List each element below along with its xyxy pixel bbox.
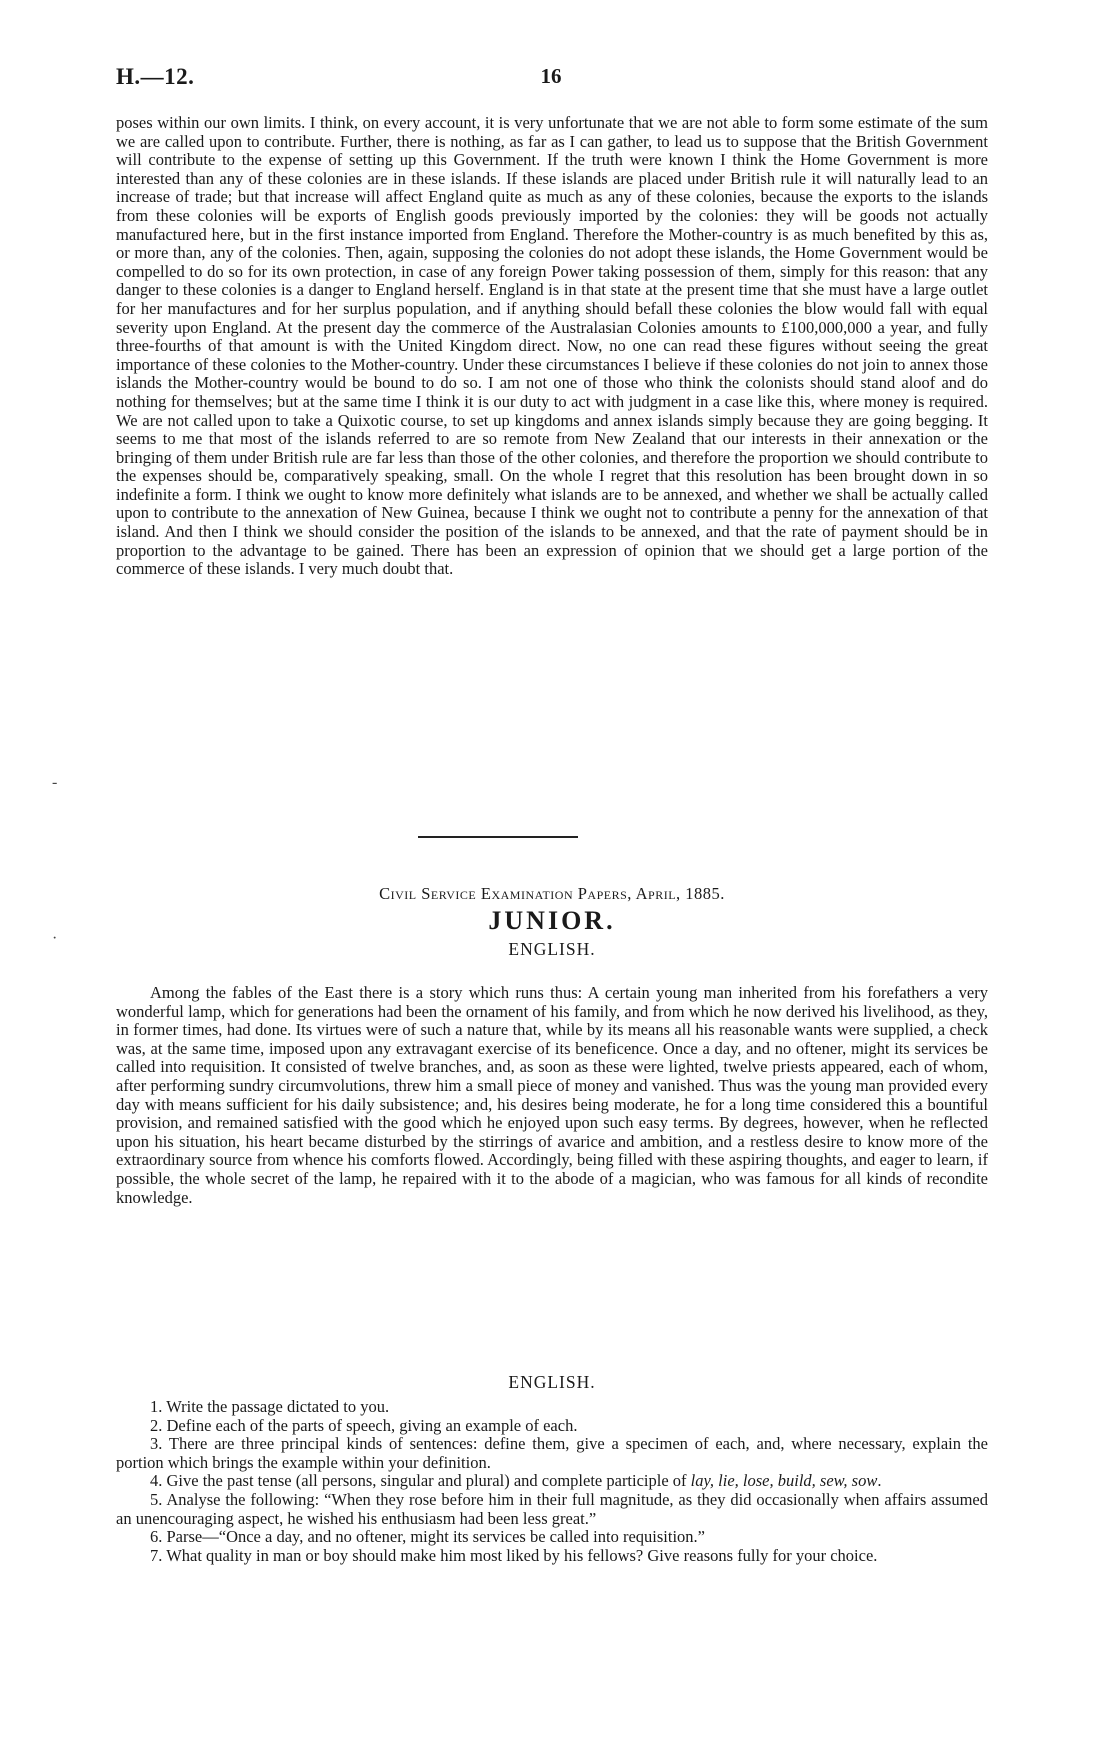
- question-text: 1. Write the passage dictated to you.: [150, 1397, 390, 1416]
- question-text: 6. Parse—“Once a day, and no oftener, might its services be called into requisition.”: [150, 1527, 705, 1547]
- page-number: 16: [540, 64, 562, 88]
- question-item: [116, 1547, 988, 1566]
- margin-mark: -: [52, 774, 58, 791]
- question-item: [116, 1398, 988, 1417]
- question-list: [116, 1398, 988, 1565]
- question-text: 2. Define each of the parts of speech, giving an example of each.: [150, 1415, 578, 1435]
- question-text: 4. Give the past tense (all persons, singular and plural) and complete participle of: [150, 1471, 687, 1491]
- page-header: [116, 64, 986, 94]
- speech-paragraph: poses within our own limits. I think, on every account, it is very unfortunate that we are not able to form some estimate of the sum we are called upon to contribute. Further, there is nothing, as far as I can gather, to lead us to suppose that the British Government will contribute to the expense of setting up this Government. If the truth were known I think the Home Government is more interested than any of these colonies are in these islands. If these islands are placed under British rule it will naturally lead to an increase of trade; but that increase will affect England quite as much as any of these colonies, because the exports to the islands from these colonies will be exports of English goods previously imported by the colonies: they will be goods not actually manufactured here, but in the first instance imported from England. Therefore the Mother-country is as much benefited by this as, or more than, any of the colonies. Then, again, supposing the colonies do not adopt these islands, the Home Government would be compelled to do so for its own protection, in case of any foreign Power taking possession of them, simply for this reason: that any danger to these colonies is a danger to England herself. England is in that state at the present time that she must have a large outlet for her manufactures and for her surplus population, and if anything should befall these colonies the blow would fall with equal severity upon England. At the present day the commerce of the Australasian Colonies amounts to £100,000,000 a year, and fully three-fourths of that amount is with the United Kingdom direct. Now, no one can read these figures without seeing the great importance of these colonies to the Mother-country. Under these circumstances I believe if these colonies do not join to annex those islands the Mother-country would be bound to do so. I am not one of those who think the colonists should stand aloof and do nothing for themselves; but at the same time I think it is our duty to act with judgment in a case like this, where money is required. We are not called upon to take a Quixotic course, to set up kingdoms and annex islands simply because they are going begging. It seems to me that most of the islands referred to are so remote from New Zealand that our interests in their annexation or the bringing of them under British rule are far less than those of the other colonies, and therefore the proportion we should contribute to the expenses should be, comparatively speaking, small. On the whole I regret that this resolution has been brought down in so indefinite a form. I think we ought to know more definitely what islands are to be annexed, and whether we shall be actually called upon to contribute to the annexation of New Guinea, because I think we ought not to contribute a penny for the annexation of that island. And then I think we should consider the position of the islands to be annexed, and that the rate of payment should be in proportion to the advantage to be gained. There has been an expression of opinion that we should get a large portion of the commerce of these islands. I very much doubt that.: [116, 113, 988, 579]
- exam-heading: Civil Service Examination Papers, April, 1885.: [379, 884, 725, 903]
- question-item: [116, 1528, 988, 1547]
- question-text: 7. What quality in man or boy should make him most liked by his fellows? Give reasons fully for your choice.: [150, 1545, 878, 1565]
- subject-heading: ENGLISH.: [508, 939, 596, 959]
- level-heading: JUNIOR.: [488, 906, 616, 935]
- question-item: [116, 1435, 988, 1472]
- margin-mark: ·: [52, 930, 58, 947]
- question-text: 5. Analyse the following: “When they rose before him in their full magnitude, as they did occasionally when affairs assumed an unencouraging aspect, he wished his enthusiasm had been less great.”: [116, 1489, 988, 1528]
- question-item: [116, 1491, 988, 1528]
- question-item: [116, 1472, 988, 1491]
- question-end: .: [877, 1471, 882, 1491]
- question-emphasis: lay, lie, lose, build, sew, sow: [690, 1471, 878, 1491]
- dictation-passage: Among the fables of the East there is a story which runs thus: A certain young man inherited from his forefathers a very wonderful lamp, which for generations had been the ornament of his family, and from which he now derived his livelihood, as they, in former times, had done. Its virtues were of such a nature that, while by its means all his reasonable wants were supplied, a check was, at the same time, imposed upon any extravagant exercise of its beneficence. Once a day, and no oftener, might its services be called into requisition. It consisted of twelve branches, and, as soon as these were lighted, twelve priests appeared, each of whom, after performing sundry circumvolutions, threw him a small piece of money and vanished. Thus was the young man provided every day with means sufficient for his daily subsistence; and, his desires being moderate, he for a long time considered this a bountiful provision, and remained satisfied with the good which he enjoyed upon such easy terms. By degrees, however, when he reflected upon his situation, his heart became disturbed by the stirrings of avarice and ambition, and a restless desire to know more of the extraordinary source from whence his comforts flowed. Accordingly, being filled with these aspiring thoughts, and eager to learn, if possible, the whole secret of the lamp, he repaired with it to the abode of a magician, who was famous for all kinds of recondite knowledge.: [116, 983, 988, 1207]
- section-divider: [418, 836, 578, 838]
- question-item: [116, 1417, 988, 1436]
- document-reference-code: H.—12.: [116, 64, 195, 89]
- question-text: 3. There are three principal kinds of sentences: define them, give a specimen of each, and, where necessary, explain the portion which brings the example within your definition.: [116, 1434, 988, 1472]
- subject-heading: ENGLISH.: [508, 1372, 596, 1392]
